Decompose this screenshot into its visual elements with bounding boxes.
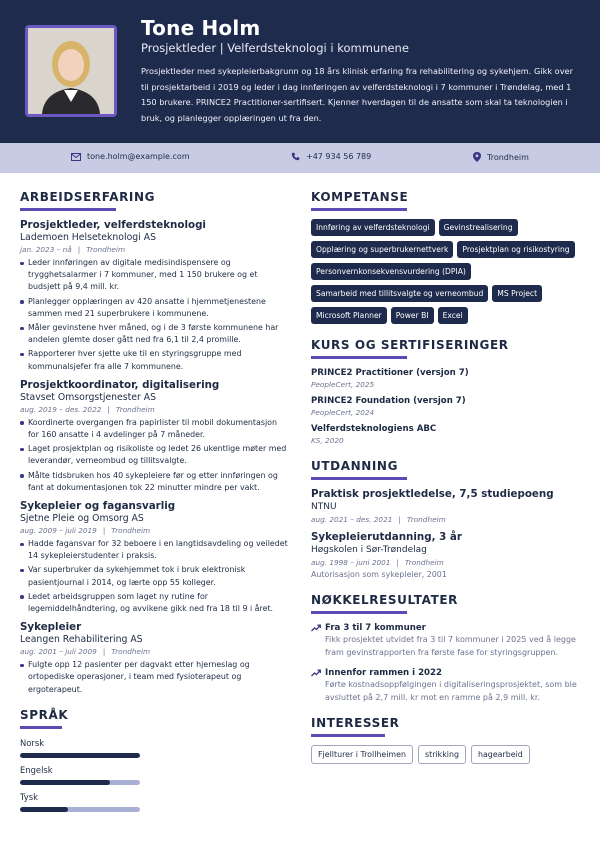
- profile-summary: Prosjektleder med sykepleierbakgrunn og 18 års klinisk erfaring fra rehabilitering og sykehjem. Gikk over til prosjektarbeid i 2019 og leder i dag innføringen av velferdsteknologi i 7 kommuner i Trøndelag, med 1 150 brukere. PRINCE2 Practitioner-sertifisert. Kjenner hverdagen til de ansatte som skal ta teknologien i bruk, og planlegger opplæringen ut fra den.: [141, 66, 573, 123]
- job-meta: [20, 646, 288, 658]
- education-title: Praktisk prosjektledelse, 7,5 studiepoeng: [311, 488, 554, 500]
- skill-tag: Opplæring og superbrukernettverk: [311, 241, 453, 258]
- meta-separator: |: [102, 526, 106, 536]
- cert-title: PRINCE2 Practitioner (versjon 7): [311, 368, 469, 378]
- envelope-icon: [71, 153, 81, 161]
- language-level-fill: [20, 780, 110, 785]
- job-entry: [20, 219, 288, 373]
- experience-heading: ARBEIDSERFARING: [20, 190, 156, 204]
- job-location: Trondheim: [111, 647, 151, 657]
- skill-tag: Personvernkonsekvensvurdering (DPIA): [311, 263, 471, 280]
- list-item: Fulgte opp 12 pasienter per dagvakt etter hjerneslag og ortopediske operasjoner, i team med fysioterapeut og ergoterapeut.: [20, 659, 288, 696]
- job-bullets: [20, 659, 288, 696]
- person-title: Prosjektleder | Velferdsteknologi i kommunene: [141, 41, 409, 55]
- job-entry: [20, 379, 288, 494]
- interests-list: [311, 745, 583, 764]
- contact-email[interactable]: [71, 152, 190, 161]
- person-name: Tone Holm: [141, 16, 261, 40]
- interests-heading: INTERESSER: [311, 716, 400, 730]
- email-text: tone.holm@example.com: [87, 152, 190, 161]
- job-dates: aug. 2001 – juli 2009: [20, 647, 97, 657]
- language-item: [20, 764, 288, 785]
- cert-meta: PeopleCert, 2024: [311, 408, 375, 417]
- meta-separator: |: [102, 647, 106, 657]
- section-underline: [311, 208, 407, 211]
- skill-tag: Prosjektplan og risikostyring: [457, 241, 574, 258]
- result-title: Innenfor rammen i 2022: [325, 668, 442, 678]
- language-name: Norsk: [20, 737, 45, 748]
- meta-separator: |: [398, 515, 401, 524]
- language-level-bar: [20, 780, 140, 785]
- contact-band: [0, 143, 600, 173]
- location-text: Trondheim: [487, 152, 529, 162]
- skill-tag: Microsoft Planner: [311, 307, 387, 324]
- list-item: Var superbruker da sykehjemmet tok i bruk elektronisk pasientjournal i 2014, og lærte opp 55 kolleger.: [20, 564, 288, 588]
- job-dates: jan. 2023 – nå: [20, 245, 72, 254]
- job-title: Sykepleier: [20, 621, 82, 634]
- job-meta: [20, 404, 288, 416]
- language-item: [20, 791, 288, 812]
- skill-tag: Power BI: [391, 307, 434, 324]
- job-bullets: [20, 417, 288, 494]
- interest-tag: hagearbeid: [471, 745, 530, 764]
- language-item: [20, 737, 288, 758]
- job-location: Trondheim: [86, 245, 126, 254]
- language-level-bar: [20, 807, 140, 812]
- education-title: Sykepleierutdanning, 3 år: [311, 531, 462, 543]
- job-entry: [20, 500, 288, 615]
- meta-separator: |: [77, 245, 81, 254]
- education-note: Autorisasjon som sykepleier, 2001: [311, 570, 447, 579]
- cert-title: Velferdsteknologiens ABC: [311, 424, 437, 434]
- job-location: Trondheim: [111, 526, 151, 536]
- skill-tag: Innføring av velferdsteknologi: [311, 219, 435, 236]
- trend-up-icon: [311, 669, 321, 677]
- profile-photo: [25, 25, 117, 117]
- result-title: Fra 3 til 7 kommuner: [325, 623, 426, 633]
- language-level-fill: [20, 753, 140, 758]
- job-entry: [20, 621, 288, 696]
- job-dates: aug. 2009 – juli 2019: [20, 526, 97, 536]
- job-bullets: [20, 257, 288, 373]
- skills-tags: [311, 219, 583, 324]
- education-dates: aug. 2021 – des. 2021: [311, 515, 393, 524]
- list-item: Ledet arbeidsgruppen som laget ny rutine for legemiddelhåndtering, og avvikene gikk ned fra 18 til 9 i året.: [20, 591, 288, 615]
- education-location: Trondheim: [404, 558, 444, 567]
- certifications-heading: KURS OG SERTIFISERINGER: [311, 338, 509, 352]
- phone-icon: [291, 152, 300, 161]
- list-item: Rapporterer hver sjette uke til en styringsgruppe med kommunalsjefer fra alle 7 kommunene.: [20, 348, 288, 372]
- job-title: Prosjektkoordinator, digitalisering: [20, 378, 220, 391]
- education-school: NTNU: [311, 502, 337, 512]
- section-underline: [311, 611, 407, 614]
- cert-meta: KS, 2020: [311, 436, 344, 445]
- results-heading: NØKKELRESULTATER: [311, 593, 459, 607]
- cert-item: [311, 395, 583, 419]
- languages-section: [20, 708, 288, 812]
- skill-tag: Gevinstrealisering: [439, 219, 518, 236]
- skill-tag: MS Project: [492, 285, 542, 302]
- result-description: Førte kostnadsoppfølgingen i digitaliseringsprosjektet, som ble avsluttet på 2,7 mill. kr mot en ramme på 2,9 mill. kr.: [325, 680, 577, 702]
- skills-heading: KOMPETANSE: [311, 190, 409, 204]
- job-company: Leangen Rehabilitering AS: [20, 634, 143, 646]
- section-underline: [20, 208, 116, 211]
- list-item: Planlegger opplæringen av 420 ansatte i hjemmetjenestene sammen med 21 superbrukere i kommunene.: [20, 296, 288, 320]
- education-item: [311, 531, 583, 581]
- list-item: Laget prosjektplan og risikoliste og ledet 26 ukentlige møter med leverandør, verneombud og tillitsvalgte.: [20, 443, 288, 467]
- interest-tag: strikking: [418, 745, 466, 764]
- language-level-bar: [20, 753, 140, 758]
- trend-up-icon: [311, 624, 321, 632]
- language-name: Tysk: [20, 791, 38, 802]
- education-item: [311, 488, 583, 526]
- job-meta: [20, 244, 288, 256]
- cert-title: PRINCE2 Foundation (versjon 7): [311, 396, 466, 406]
- job-meta: [20, 525, 288, 537]
- cert-item: [311, 423, 583, 447]
- result-description: Fikk prosjektet utvidet fra 3 til 7 kommuner i 2025 ved å legge fram gevinstrapporten fra første fase for styringsgruppen.: [325, 635, 576, 657]
- cert-item: [311, 367, 583, 391]
- job-company: Lademoen Helseteknologi AS: [20, 232, 156, 243]
- section-underline: [311, 477, 407, 480]
- result-item: [311, 667, 583, 704]
- left-column: [20, 190, 288, 818]
- job-company: Stavset Omsorgstjenester AS: [20, 391, 157, 403]
- section-underline: [311, 356, 407, 359]
- education-school: Høgskolen i Sør-Trøndelag: [311, 545, 427, 555]
- section-underline: [20, 726, 62, 729]
- job-location: Trondheim: [115, 404, 155, 414]
- cert-meta: PeopleCert, 2025: [311, 380, 375, 389]
- list-item: Målte tidsbruken hos 40 sykepleiere før og etter innføringen og fant at dokumentasjonen tok 22 minutter mindre per vakt.: [20, 470, 288, 494]
- header: [0, 0, 600, 143]
- list-item: Leder innføringen av digitale medisindispensere og trygghetsalarmer i 7 kommuner, med 1 150 brukere og et budsjett på 9,4 mill. kr.: [20, 257, 288, 294]
- contact-phone[interactable]: [291, 152, 371, 161]
- job-dates: aug. 2019 – des. 2022: [20, 404, 102, 414]
- education-location: Trondheim: [406, 515, 446, 524]
- right-column: [311, 190, 583, 764]
- skill-tag: Excel: [438, 307, 468, 324]
- job-company: Sjetne Pleie og Omsorg AS: [20, 513, 144, 525]
- language-level-fill: [20, 807, 68, 812]
- meta-separator: |: [107, 404, 110, 414]
- language-name: Engelsk: [20, 764, 53, 775]
- list-item: Koordinerte overgangen fra papirlister til mobil dokumentasjon for 160 ansatte i 4 avdelinger på 7 måneder.: [20, 417, 288, 441]
- job-title: Sykepleier og fagansvarlig: [20, 500, 176, 513]
- job-title: Prosjektleder, velferdsteknologi: [20, 219, 206, 231]
- languages-heading: SPRÅK: [20, 707, 69, 722]
- list-item: Måler gevinstene hver måned, og i de 3 første kommunene har andelen glemte doser gått ned fra 6,1 til 2,4 promille.: [20, 322, 288, 346]
- skill-tag: Samarbeid med tillitsvalgte og verneombud: [311, 285, 488, 302]
- list-item: Hadde fagansvar for 32 beboere i en langtidsavdeling og veiledet 14 sykepleierstudenter i praksis.: [20, 538, 288, 562]
- interest-tag: Fjellturer i Trollheimen: [311, 745, 413, 764]
- phone-text: +47 934 56 789: [306, 152, 372, 161]
- contact-location: [473, 152, 529, 162]
- section-underline: [311, 734, 385, 737]
- education-heading: UTDANNING: [311, 459, 399, 473]
- education-dates: aug. 1998 – juni 2001: [311, 558, 391, 567]
- meta-separator: |: [396, 558, 399, 567]
- education-meta: [311, 513, 583, 526]
- map-pin-icon: [473, 152, 481, 162]
- result-item: [311, 622, 583, 659]
- education-meta: [311, 556, 583, 569]
- job-bullets: [20, 538, 288, 615]
